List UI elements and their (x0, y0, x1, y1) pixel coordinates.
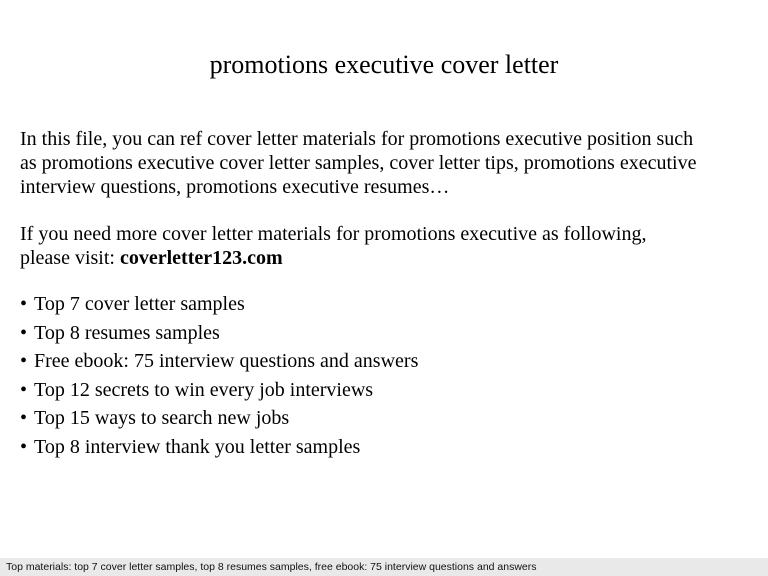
intro-paragraph (20, 127, 755, 199)
intro-line-2: as promotions executive cover letter samples, cover letter tips, promotions executive (20, 152, 697, 174)
list-item (20, 347, 418, 376)
list-item-label: Top 12 secrets to win every job interviews (34, 378, 374, 401)
page-title: promotions executive cover letter (209, 50, 559, 79)
visit-prefix: please visit: (20, 247, 120, 269)
visit-line-1: If you need more cover letter materials for promotions executive as following, (20, 223, 647, 245)
bullet-icon: • (20, 435, 28, 458)
list-item-label: Top 8 resumes samples (34, 321, 220, 344)
footer-bar: Top materials: top 7 cover letter samples, top 8 resumes samples, free ebook: 75 interview questions and answers (0, 558, 768, 576)
intro-line-3: interview questions, promotions executive resumes… (20, 176, 450, 198)
site-link[interactable]: coverletter123.com (119, 247, 283, 269)
bullet-icon: • (20, 293, 28, 315)
bullet-icon: • (20, 321, 28, 344)
list-item (20, 404, 418, 433)
visit-line-2 (20, 246, 755, 270)
list-item (20, 433, 418, 462)
list-item (20, 376, 418, 405)
materials-list (20, 290, 418, 461)
visit-paragraph (20, 222, 755, 270)
bullet-icon: • (20, 378, 28, 401)
list-item-label: Free ebook: 75 interview questions and answers (34, 350, 419, 372)
list-item (20, 290, 418, 319)
bullet-icon: • (20, 350, 28, 372)
bullet-icon: • (20, 407, 28, 429)
list-item (20, 319, 418, 348)
list-item-label: Top 8 interview thank you letter samples (34, 435, 361, 458)
list-item-label: Top 15 ways to search new jobs (34, 407, 290, 429)
intro-line-1: In this file, you can ref cover letter materials for promotions executive position such (20, 128, 694, 150)
list-item-label: Top 7 cover letter samples (34, 293, 245, 315)
